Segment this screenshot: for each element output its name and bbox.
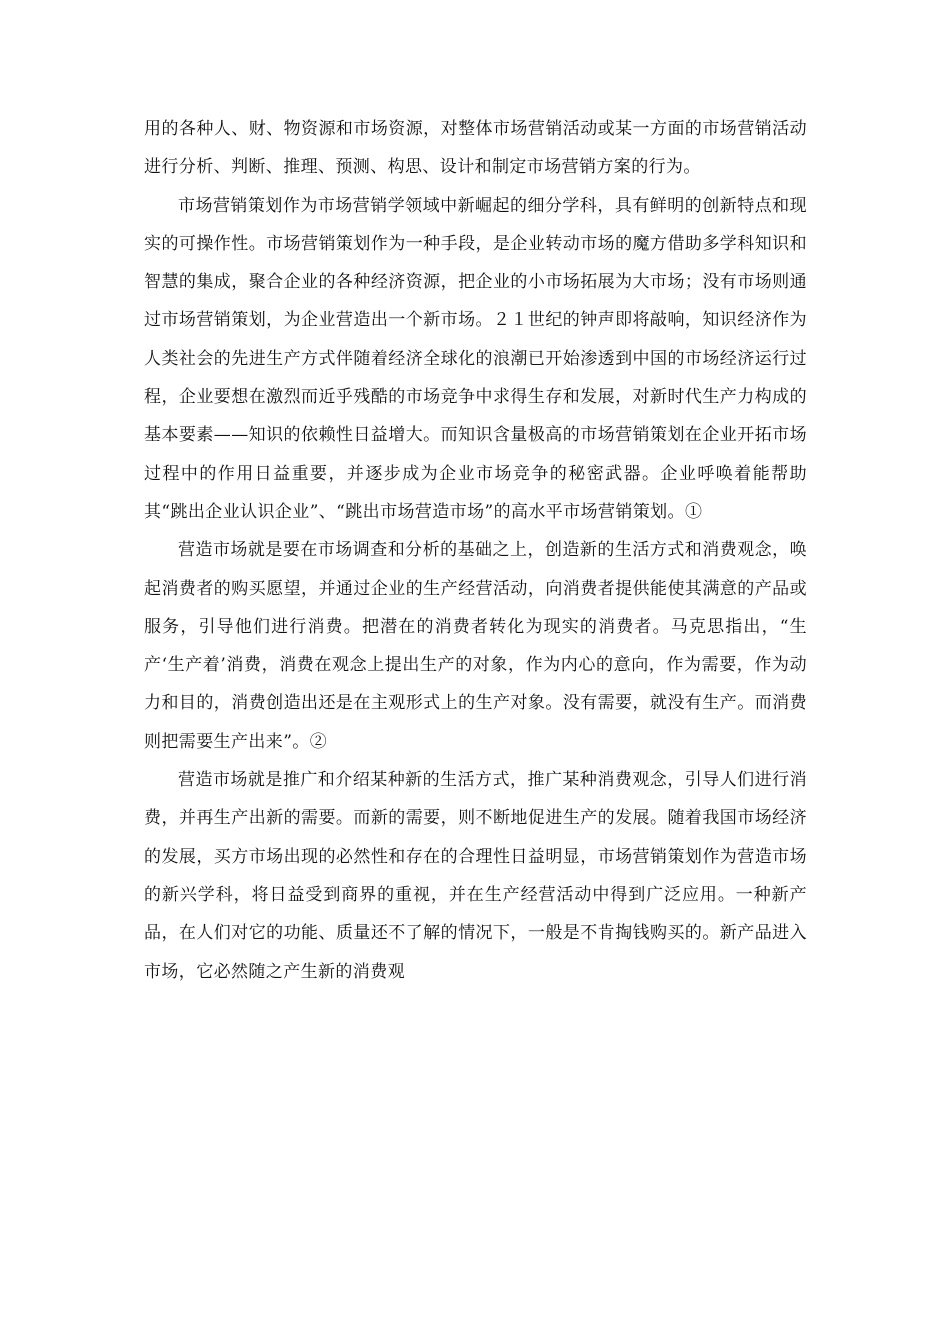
paragraph-2: 市场营销策划作为市场营销学领域中新崛起的细分学科，具有鲜明的创新特点和现实的可操作性。市场营销策划作为一种手段，是企业转动市场的魔方借助多学科知识和智慧的集成，聚合企业的各种经济资源，把企业的小市场拓展为大市场；没有市场则通过市场营销策划，为企业营造出一个新市场。２１世纪的钟声即将敲响，知识经济作为人类社会的先进生产方式伴随着经济全球化的浪潮已开始渗透到中国的市场经济运行过程，企业要想在激烈而近乎残酷的市场竞争中求得生存和发展，对新时代生产力构成的基本要素——知识的依赖性日益增大。而知识含量极高的市场营销策划在企业开拓市场过程中的作用日益重要，并逐步成为企业市场竞争的秘密武器。企业呼唤着能帮助其“跳出企业认识企业”、“跳出市场营造市场”的高水平市场营销策划。① bbox=[144, 195, 807, 522]
paragraph-3: 营造市场就是要在市场调查和分析的基础之上，创造新的生活方式和消费观念，唤起消费者的购买愿望，并通过企业的生产经营活动，向消费者提供能使其满意的产品或服务，引导他们进行消费。把潜在的消费者转化为现实的消费者。马克思指出，“生产‘生产着’消费，消费在观念上提出生产的对象，作为内心的意向，作为需要，作为动力和目的，消费创造出还是在主观形式上的生产对象。没有需要，就没有生产。而消费则把需要生产出来”。② bbox=[144, 540, 807, 752]
paragraph-4: 营造市场就是推广和介绍某种新的生活方式，推广某种消费观念，引导人们进行消费，并再生产出新的需要。而新的需要，则不断地促进生产的发展。随着我国市场经济的发展，买方市场出现的必然性和存在的合理性日益明显，市场营销策划作为营造市场的新兴学科，将日益受到商界的重视，并在生产经营活动中得到广泛应用。一种新产品，在人们对它的功能、质量还不了解的情况下，一般是不肯掏钱购买的。新产品进入市场，它必然随之产生新的消费观 bbox=[144, 770, 807, 982]
paragraph-1: 用的各种人、财、物资源和市场资源，对整体市场营销活动或某一方面的市场营销活动进行分析、判断、推理、预测、构思、设计和制定市场营销方案的行为。 bbox=[144, 119, 807, 178]
document-body bbox=[144, 110, 807, 991]
